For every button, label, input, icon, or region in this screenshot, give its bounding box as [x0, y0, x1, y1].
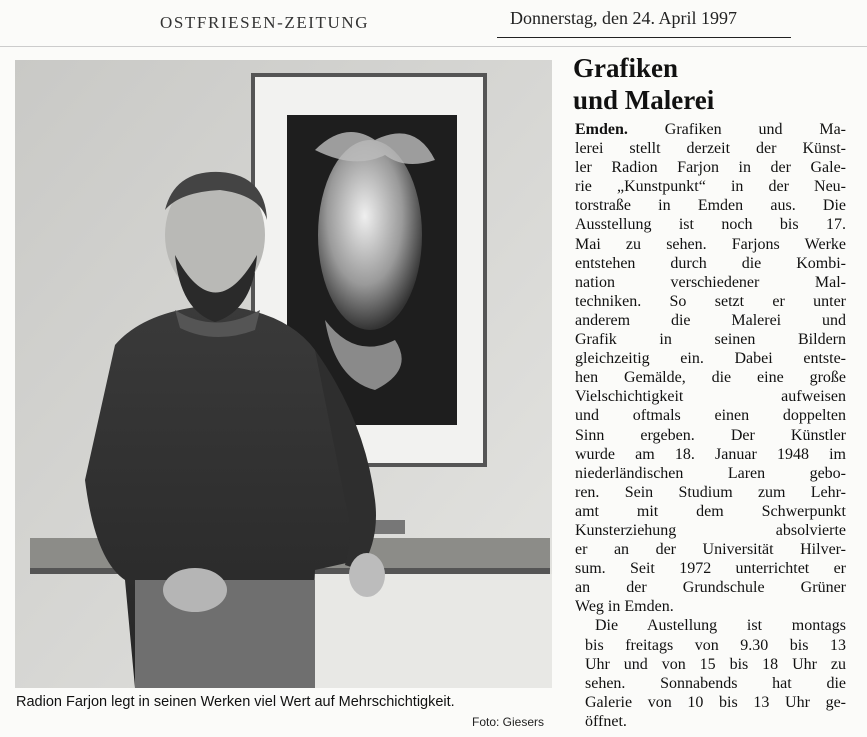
article-line: ren. Sein Studium zum Lehr-: [575, 483, 846, 501]
article-paragraph-1: [575, 120, 846, 616]
publication-date: Donnerstag, den 24. April 1997: [510, 8, 737, 28]
article-line: öffnet.: [585, 712, 627, 730]
article-line: Uhr und von 15 bis 18 Uhr zu: [585, 655, 846, 673]
article-line: sum. Seit 1972 unterrichtet er: [575, 560, 846, 578]
newspaper-name: OSTFRIESEN-ZEITUNG: [160, 13, 370, 32]
article-line: wurde am 18. Januar 1948 im: [575, 445, 846, 463]
article-line: Sinn ergeben. Der Künstler: [575, 426, 846, 444]
article-line: Die Austellung ist montags: [595, 617, 846, 635]
article-line: rie „Kunstpunkt“ in der Neu-: [575, 178, 846, 196]
article-line: entstehen durch die Kombi-: [575, 254, 846, 272]
article-line: und oftmals einen doppelten: [575, 407, 846, 425]
article-line: bis freitags von 9.30 bis 13: [585, 636, 846, 654]
article-line: Weg in Emden.: [575, 598, 674, 616]
article-line: Vielschichtigkeit aufweisen: [575, 388, 846, 406]
article-place: Emden.: [575, 121, 628, 138]
article-line: Kunsterziehung absolvierte: [575, 521, 846, 539]
article-line: Grafik in seinen Bildern: [575, 331, 846, 349]
article-line: Emden. Grafiken und Ma-: [575, 121, 846, 138]
article-line: sehen. Sonnabends hat die: [585, 674, 846, 692]
date-underline: [497, 37, 791, 38]
article-line: hen Gemälde, die eine große: [575, 369, 846, 387]
photo-caption: Radion Farjon legt in seinen Werken viel Wert auf Mehrschichtigkeit.: [16, 694, 455, 710]
article-line: ler Radion Farjon in der Gale-: [575, 159, 846, 177]
article-photo: [15, 60, 552, 688]
article-line: niederländischen Laren gebo-: [575, 464, 846, 482]
article-line: Galerie von 10 bis 13 Uhr ge-: [585, 693, 846, 711]
article-paragraph-2-cont: [575, 636, 846, 731]
article-body: [575, 120, 846, 731]
article-line: an der Grundschule Grüner: [575, 579, 846, 597]
article-headline: [573, 52, 853, 116]
article-line: Ausstellung ist noch bis 17.: [575, 216, 846, 234]
article-line: techniken. So setzt er unter: [575, 292, 846, 310]
headline-line-1: Grafiken: [573, 53, 678, 83]
article-line: amt mit dem Schwerpunkt: [575, 502, 846, 520]
article-line: anderem die Malerei und: [575, 311, 846, 329]
article-line: er an der Universität Hilver-: [575, 541, 846, 559]
header-divider: [0, 46, 867, 47]
article-line: gleichzeitig ein. Dabei entste-: [575, 350, 846, 368]
photo-credit: Foto: Giesers: [472, 715, 545, 729]
article-line: nation verschiedener Mal-: [575, 273, 846, 291]
article-paragraph-2: [575, 616, 846, 635]
article-line: torstraße in Emden aus. Die: [575, 197, 846, 215]
article-line: lerei stellt derzeit der Künst-: [575, 140, 846, 158]
headline-line-2: und Malerei: [573, 85, 715, 115]
article-line: Mai zu sehen. Farjons Werke: [575, 235, 846, 253]
